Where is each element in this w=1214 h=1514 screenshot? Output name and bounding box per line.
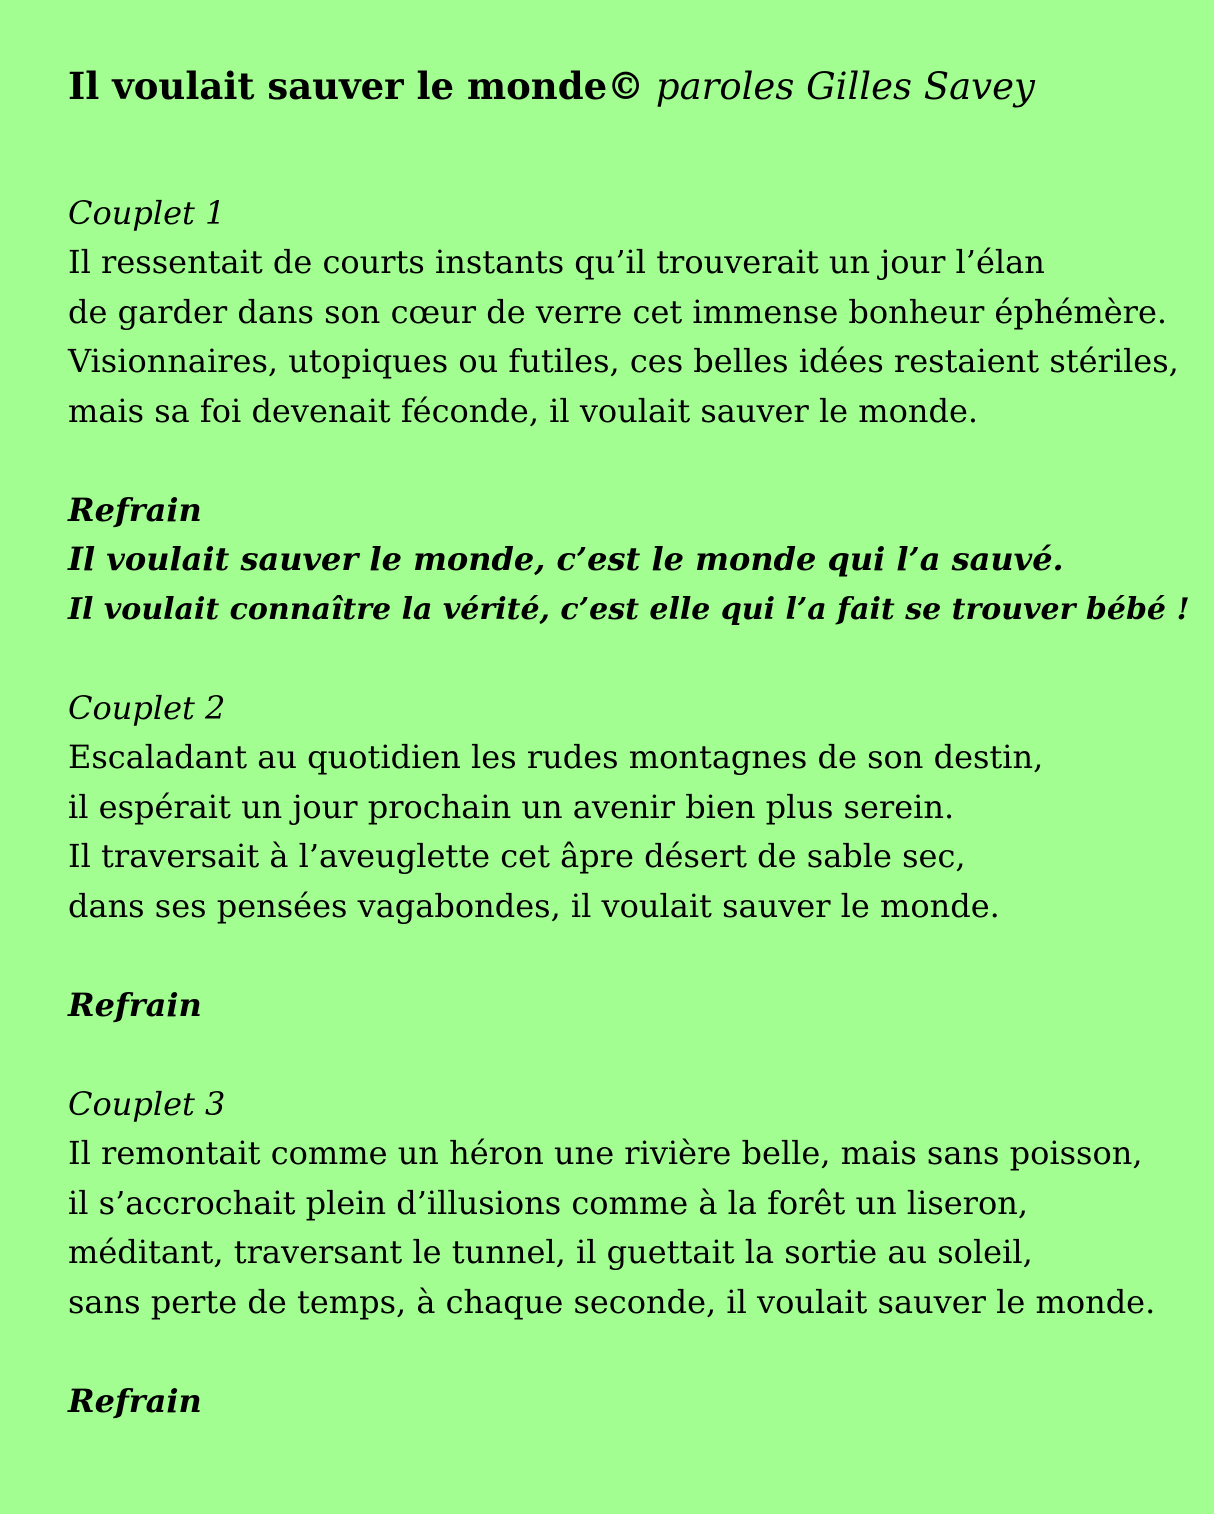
song-author: paroles Gilles Savey: [644, 65, 1035, 108]
couplet-3: [68, 1080, 1198, 1328]
spacer: [68, 634, 1198, 684]
refrain-line-1: Il voulait sauver le monde, c’est le monde qui l’a sauvé.: [68, 540, 1064, 578]
spacer: [68, 1327, 1198, 1377]
refrain-1: [68, 486, 1198, 635]
song-title: Il voulait sauver le monde©: [68, 64, 645, 108]
couplet-3-line-1: Il remontait comme un héron une rivière belle, mais sans poisson,: [68, 1134, 1143, 1172]
couplet-1-line-3: Visionnaires, utopiques ou futiles, ces belles idées restaient stériles,: [68, 342, 1179, 380]
couplet-3-line-3: méditant, traversant le tunnel, il guettait la sortie au soleil,: [68, 1233, 1033, 1271]
couplet-1-line-4: mais sa foi devenait féconde, il voulait sauver le monde.: [68, 391, 979, 430]
refrain-2: [68, 981, 1198, 1031]
couplet-2-line-3: Il traversait à l’aveuglette cet âpre désert de sable sec,: [68, 837, 966, 875]
couplet-1-line-2: de garder dans son cœur de verre cet immense bonheur éphémère.: [68, 292, 1168, 331]
refrain-3: [68, 1377, 1198, 1427]
lyrics-page: [68, 60, 1198, 1426]
page-title: [68, 60, 1198, 113]
spacer: [68, 163, 1198, 189]
spacer: [68, 1030, 1198, 1080]
couplet-1: [68, 189, 1198, 437]
couplet-2-line-2: il espérait un jour prochain un avenir bien plus serein.: [68, 787, 955, 826]
spacer: [68, 931, 1198, 981]
couplet-1-line-1: Il ressentait de courts instants qu’il trouverait un jour l’élan: [68, 243, 1045, 281]
couplet-3-label: Couplet 3: [68, 1084, 226, 1123]
couplet-1-label: Couplet 1: [68, 193, 226, 232]
couplet-3-line-4: sans perte de temps, à chaque seconde, il voulait sauver le monde.: [68, 1282, 1156, 1321]
spacer: [68, 436, 1198, 486]
couplet-2-line-1: Escaladant au quotidien les rudes montagnes de son destin,: [68, 738, 1044, 776]
spacer: [68, 113, 1198, 163]
couplet-2-line-4: dans ses pensées vagabondes, il voulait sauver le monde.: [68, 886, 1000, 925]
refrain-line-2: Il voulait connaître la vérité, c’est elle qui l’a fait se trouver bébé !: [68, 591, 1190, 627]
refrain-1-label: Refrain: [68, 490, 202, 529]
couplet-2-label: Couplet 2: [68, 688, 226, 727]
couplet-2: [68, 684, 1198, 932]
couplet-3-line-2: il s’accrochait plein d’illusions comme à la forêt un liseron,: [68, 1183, 1029, 1222]
refrain-3-label: Refrain: [68, 1381, 202, 1420]
refrain-2-label: Refrain: [68, 985, 202, 1024]
